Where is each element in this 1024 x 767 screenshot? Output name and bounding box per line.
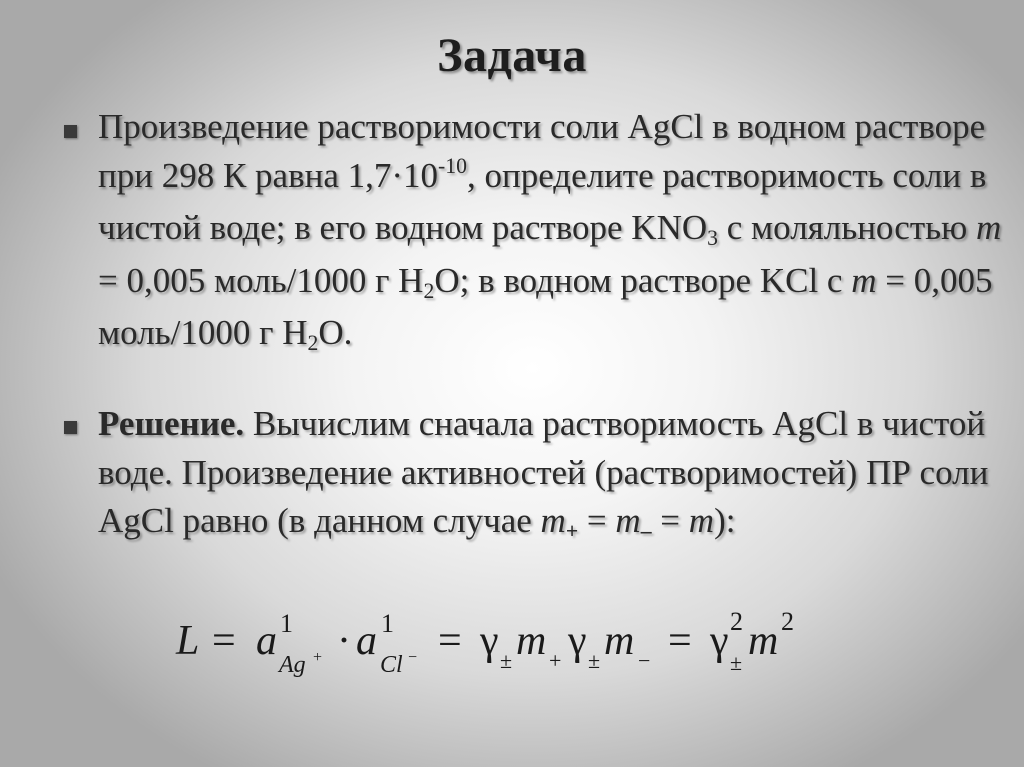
formula-sub: Cl — [380, 652, 403, 678]
formula-svg — [176, 606, 876, 686]
formula-gamma: γ — [568, 618, 587, 664]
formula-m: m — [516, 618, 547, 664]
formula-sub: ± — [730, 650, 743, 675]
m-minus-symbol: m — [615, 501, 641, 540]
formula-sub: + — [549, 648, 562, 673]
molality-symbol: m — [976, 208, 1002, 247]
solution-label: Решение. — [98, 404, 245, 443]
formula-sup: 1 — [381, 609, 394, 638]
formula-m: m — [604, 618, 635, 664]
formula-gamma: γ — [480, 618, 499, 664]
solution-paragraph — [98, 400, 1003, 550]
formula-equals: = — [438, 618, 462, 664]
problem-text: , определите растворимость соли в чистой воде; в его водном растворе KNO — [98, 155, 987, 247]
formula-equals: = — [668, 618, 692, 664]
solution-text: = — [651, 501, 689, 540]
bullet-square-icon — [64, 125, 77, 138]
formula-sup: 2 — [730, 607, 743, 636]
formula-sup: 1 — [280, 609, 293, 638]
formula-sub: Ag — [279, 652, 306, 678]
molality-symbol: m — [851, 260, 877, 300]
exponent: -10 — [438, 154, 467, 179]
problem-statement — [98, 103, 1003, 362]
formula-equals: = — [212, 618, 236, 664]
formula-sub: ± — [588, 648, 601, 673]
solubility-product-formula — [176, 606, 876, 686]
solution-text: Вычислим сначала растворимость AgCl в чистой воде. Произведение активностей (растворимостей) ПР соли AgCl равно (в данном случае — [98, 404, 989, 540]
problem-text: с моляльностью — [717, 208, 976, 247]
subscript: + — [565, 519, 579, 544]
problem-text: O; в водном растворе KCl с — [434, 260, 852, 300]
formula-sup: + — [313, 649, 323, 666]
slide-title: Задача — [437, 29, 587, 82]
formula-gamma: γ — [710, 618, 729, 664]
formula-m: m — [748, 618, 779, 664]
formula-dot: · — [337, 618, 351, 664]
subscript: 2 — [307, 331, 319, 356]
formula-a: a — [256, 618, 277, 664]
subscript: 2 — [423, 278, 435, 303]
formula-sub: − — [638, 648, 651, 673]
m-plus-symbol: m — [540, 501, 566, 540]
problem-text: = 0,005 моль/1000 г H — [98, 260, 424, 300]
bullet-square-icon — [64, 421, 77, 434]
subscript: – — [640, 519, 652, 544]
problem-text: Произведение растворимости соли AgCl в водном растворе при 298 К равна 1,7·10 — [98, 107, 986, 195]
m-symbol: m — [688, 501, 715, 540]
problem-text: O. — [318, 313, 353, 352]
solution-text: ): — [714, 501, 736, 540]
formula-a: a — [356, 618, 377, 664]
subscript: 3 — [707, 226, 718, 251]
formula-sub: ± — [500, 648, 513, 673]
formula-L: L — [176, 618, 200, 664]
solution-text: = — [578, 501, 616, 540]
formula-sup: 2 — [781, 607, 794, 636]
formula-sup: − — [408, 649, 418, 666]
problem-text: = 0,005 моль/1000 г H — [98, 260, 993, 352]
